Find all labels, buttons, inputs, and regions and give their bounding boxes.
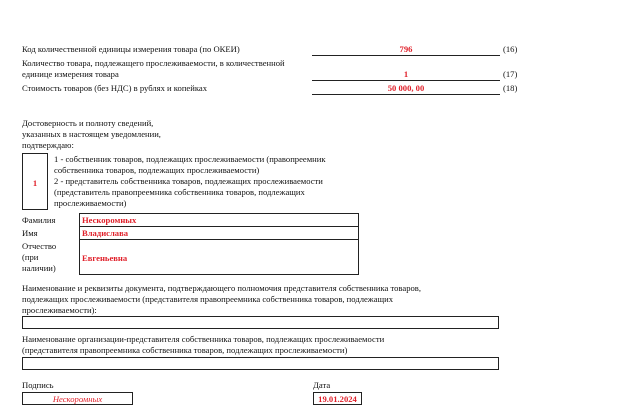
confirm-line1: Достоверность и полноту сведений, [22,118,154,128]
okei-value: 796 [399,44,413,54]
doc-label [22,283,421,316]
okei-underline [312,55,500,56]
doc-field[interactable] [22,316,499,329]
cost-label: Стоимость товаров (без НДС) в рублях и копейках [22,83,208,93]
option-1-line1: 1 - собственник товаров, подлежащих прослеживаемости (правопреемник [54,154,326,164]
confirm-choice-value: 1 [32,178,38,188]
quantity-value: 1 [403,69,409,79]
option-1-line2: собственника товаров, подлежащих прослеживаемости) [54,165,260,175]
surname-label: Фамилия [22,215,56,225]
patronymic-label-line3: наличии) [22,263,56,273]
cost-code: (18) [503,83,518,93]
org-label-line1: Наименование организации-представителя собственника товаров, подлежащих прослеживаемости [22,334,385,344]
patronymic-label-line2: (при [22,252,39,262]
quantity-label-line1: Количество товара, подлежащего прослеживаемости, в количественной [22,58,285,68]
option-2-line1: 2 - представитель собственника товаров, подлежащих прослеживаемости [54,176,323,186]
confirm-line2: указанных в настоящем уведомлении, [22,129,161,139]
signature-label: Подпись [22,380,54,390]
quantity-underline [312,80,500,81]
confirm-options [54,154,326,209]
signature-value: Нескоромных [52,394,103,404]
cost-value: 50 000, 00 [387,83,425,93]
org-label-line2: (представителя правопреемника собственника товаров, подлежащих прослеживаемости) [22,345,348,355]
name-value: Владислава [82,228,129,238]
patronymic-value: Евгеньевна [82,253,128,263]
patronymic-label [22,241,56,274]
doc-label-line2: подлежащих прослеживаемости (представителя правопреемника собственника товаров, подлежащих [22,294,394,304]
doc-label-line1: Наименование и реквизиты документа, подтверждающего полномочия представителя собственника товаров, [22,283,421,293]
org-label [22,334,384,356]
quantity-code: (17) [503,69,518,79]
quantity-label [22,58,285,80]
date-label: Дата [313,380,331,390]
option-2-line3: прослеживаемости) [54,198,127,208]
quantity-label-line2: единице измерения товара [22,69,119,79]
patronymic-label-line1: Отчество [22,241,57,251]
confirm-line3: подтверждаю: [22,140,74,150]
option-2-line2: (представитель правопреемника собственника товаров, подлежащих [54,187,305,197]
org-field[interactable] [22,357,499,370]
doc-label-line3: прослеживаемости): [22,305,97,315]
confirm-text [22,118,161,151]
surname-value: Нескоромных [82,215,137,225]
name-label: Имя [22,228,38,238]
cost-underline [312,94,500,95]
date-value: 19.01.2024 [318,394,357,404]
okei-code: (16) [503,44,518,54]
okei-label: Код количественной единицы измерения товара (по ОКЕИ) [22,44,240,54]
